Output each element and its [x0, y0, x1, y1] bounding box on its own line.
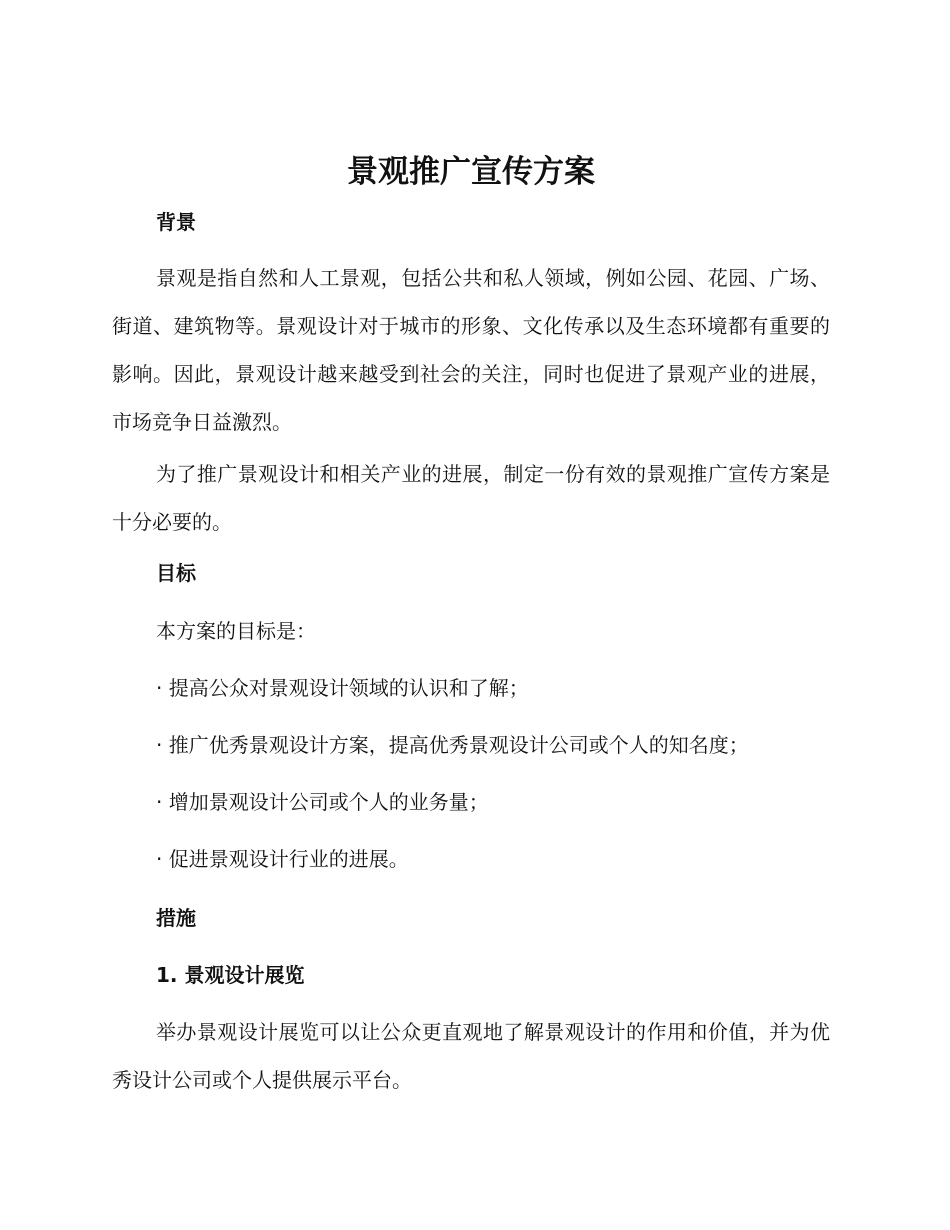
goals-list-item: · 推广优秀景观设计方案，提高优秀景观设计公司或个人的知名度；	[156, 733, 749, 757]
background-paragraph-2: 为了推广景观设计和相关产业的进展，制定一份有效的景观推广宣传方案是十分必要的。	[112, 462, 830, 534]
background-paragraph-1: 景观是指自然和人工景观，包括公共和私人领域，例如公园、花园、广场、街道、建筑物等。景观设计对于城市的形象、文化传承以及生态环境都有重要的影响。因此，景观设计越来越受到社会的关注，同时也促进了景观产业的进展，市场竞争日益激烈。	[112, 266, 830, 434]
goals-list-item: · 增加景观设计公司或个人的业务量；	[156, 790, 489, 814]
section-heading-goals: 目标	[156, 561, 196, 585]
goals-intro: 本方案的目标是：	[156, 619, 316, 643]
exhibition-paragraph: 举办景观设计展览可以让公众更直观地了解景观设计的作用和价值，并为优秀设计公司或个人提供展示平台。	[112, 1020, 830, 1092]
goals-list-item: · 促进景观设计行业的进展。	[156, 847, 409, 871]
document-title: 景观推广宣传方案	[347, 154, 595, 190]
goals-list-item: · 提高公众对景观设计领域的认识和了解；	[156, 676, 529, 700]
section-heading-background: 背景	[156, 210, 196, 234]
section-heading-measures: 措施	[156, 906, 196, 930]
subsection-heading-exhibition: 1. 景观设计展览	[156, 963, 305, 987]
